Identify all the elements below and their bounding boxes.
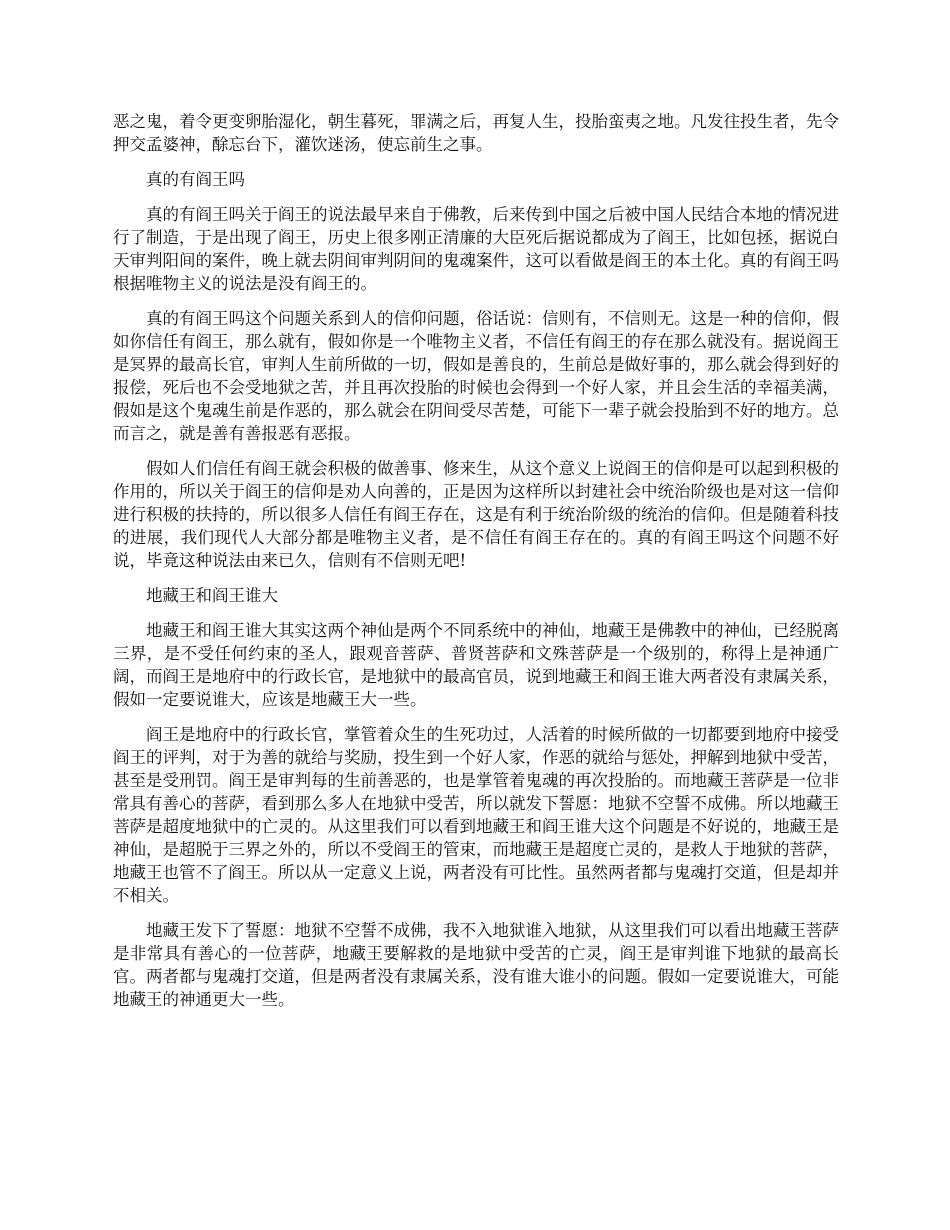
section-heading-dizangwang: 地藏王和阎王谁大 <box>146 586 278 605</box>
intro-paragraph: 恶之鬼，着令更变卵胎湿化，朝生暮死，罪满之后，再复人生，投胎蛮夷之地。凡发往投生者，先令押交孟婆神，酴忘台下，灌饮迷汤，使忘前生之事。 <box>113 112 839 154</box>
paragraph: 地藏王和阎王谁大其实这两个神仙是两个不同系统中的神仙，地藏王是佛教中的神仙，已经脱离三界，是不受任何约束的圣人，跟观音菩萨、普贤菩萨和文殊菩萨是一个级别的，称得上是神通广阔，而阎王是地府中的行政长官，是地狱中的最高官员，说到地藏王和阎王谁大两者没有隶属关系，假如一定要说谁大，应该是地藏王大一些。 <box>113 621 839 709</box>
paragraph: 阎王是地府中的行政长官，掌管着众生的生死功过，人活着的时候所做的一切都要到地府中接受阎王的评判，对于为善的就给与奖励，投生到一个好人家，作恶的就给与惩处，押解到地狱中受苦，甚至是受刑罚。阎王是审判每的生前善恶的，也是掌管着鬼魂的再次投胎的。而地藏王菩萨是一位非常具有善心的菩萨，看到那么多人在地狱中受苦，所以就发下誓愿：地狱不空誓不成佛。所以地藏王菩萨是超度地狱中的亡灵的。从这里我们可以看到地藏王和阎王谁大这个问题是不好说的，地藏王是神仙，是超脱于三界之外的，所以不受阎王的管束，而地藏王是超度亡灵的，是救人于地狱的菩萨，地藏王也管不了阎王。所以从一定意义上说，两者没有可比性。虽然两者都与鬼魂打交道，但是却并不相关。 <box>113 725 839 905</box>
document-body <box>113 110 839 1023</box>
section-heading-yanwang: 真的有阎王吗 <box>146 170 245 189</box>
paragraph: 真的有阎王吗关于阎王的说法最早来自于佛教，后来传到中国之后被中国人民结合本地的情况进行了制造，于是出现了阎王，历史上很多刚正清廉的大臣死后据说都成为了阎王，比如包拯，据说白天审判阳间的案件，晚上就去阴间审判阴间的鬼魂案件，这可以看做是阎王的本土化。真的有阎王吗根据唯物主义的说法是没有阎王的。 <box>113 205 839 293</box>
paragraph: 地藏王发下了誓愿：地狱不空誓不成佛，我不入地狱谁入地狱，从这里我们可以看出地藏王菩萨是非常具有善心的一位菩萨，地藏王要解救的是地狱中受苦的亡灵，阎王是审判谁下地狱的最高长官。两者都与鬼魂打交道，但是两者没有隶属关系，没有谁大谁小的问题。假如一定要说谁大，可能地藏王的神通更大一些。 <box>113 921 839 1009</box>
paragraph: 假如人们信任有阎王就会积极的做善事、修来生，从这个意义上说阎王的信仰是可以起到积极的作用的，所以关于阎王的信仰是劝人向善的，正是因为这样所以封建社会中统治阶级也是对这一信仰进行积极的扶持的，所以很多人信任有阎王存在，这是有利于统治阶级的统治的信仰。但是随着科技的进展，我们现代人大部分都是唯物主义者，是不信任有阎王存在的。真的有阎王吗这个问题不好说，毕竟这种说法由来已久，信则有不信则无吧! <box>113 459 839 570</box>
paragraph: 真的有阎王吗这个问题关系到人的信仰问题，俗话说：信则有，不信则无。这是一种的信仰，假如你信任有阎王，那么就有，假如你是一个唯物主义者，不信任有阎王的存在那么就没有。据说阎王是冥界的最高长官，审判人生前所做的一切，假如是善良的，生前总是做好事的，那么就会得到好的报偿，死后也不会受地狱之苦，并且再次投胎的时候也会得到一个好人家，并且会生活的幸福美满，假如是这个鬼魂生前是作恶的，那么就会在阴间受尽苦楚，可能下一辈子就会投胎到不好的地方。总而言之，就是善有善报恶有恶报。 <box>113 309 839 443</box>
